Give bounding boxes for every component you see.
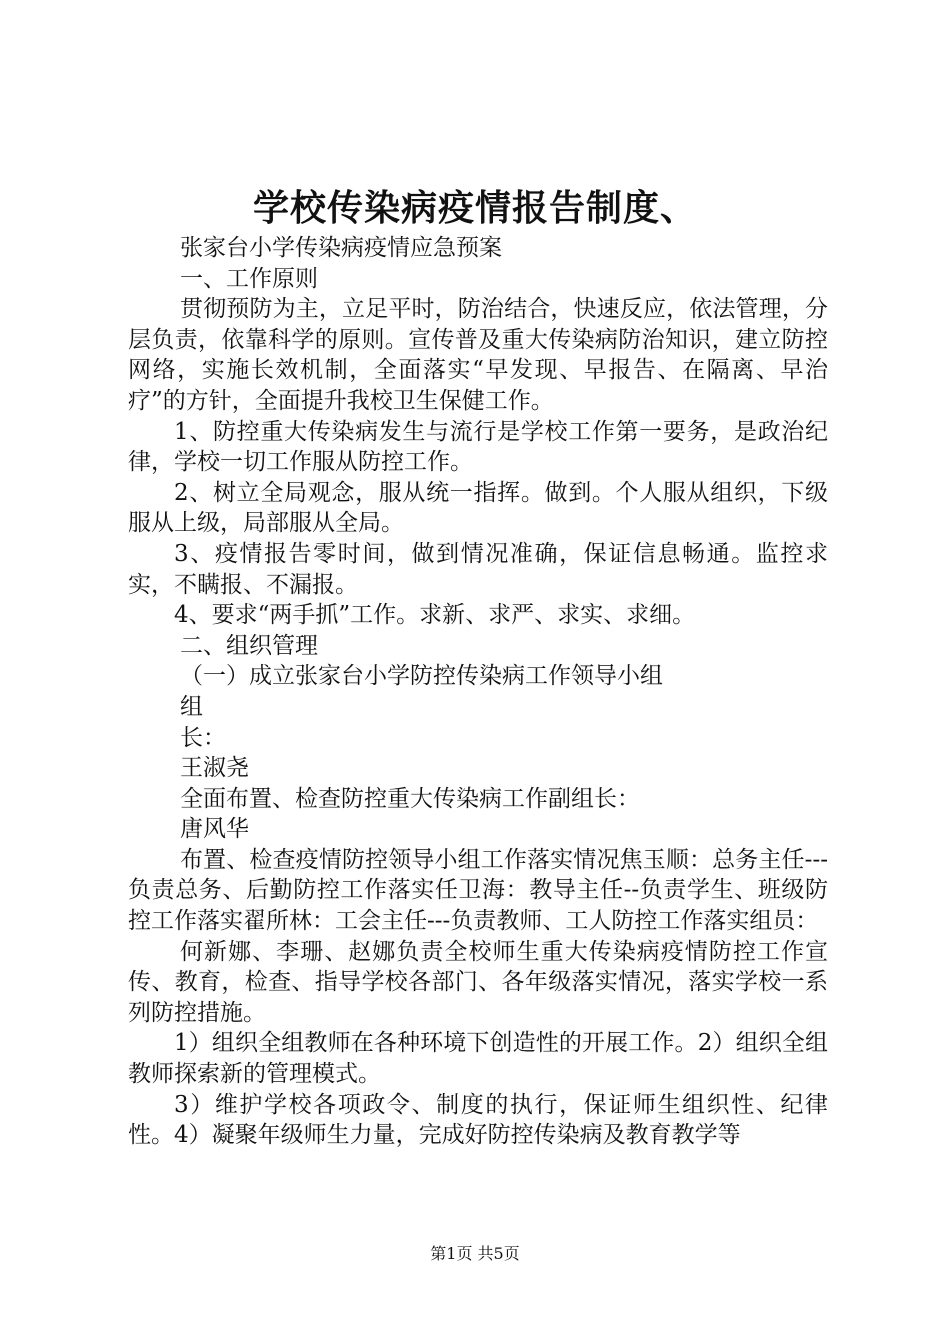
paragraph-item-3: 3、疫情报告零时间，做到情况准确，保证信息畅通。监控求实，不瞒报、不漏报。 — [128, 540, 828, 598]
paragraph-zu: 组 — [180, 693, 203, 720]
paragraph-leader-duty: 全面布置、检查防控重大传染病工作副组长： — [180, 785, 640, 812]
paragraph-tasks-1-2: 1）组织全组教师在各种环境下创造性的开展工作。2）组织全组教师探索新的管理模式。 — [128, 1030, 828, 1088]
paragraph-deputy-name: 唐风华 — [180, 816, 249, 843]
paragraph-members: 何新娜、李珊、赵娜负责全校师生重大传染病疫情防控工作宣传、教育，检查、指导学校各部门、各年级落实情况，落实学校一系列防控措施。 — [128, 938, 828, 1026]
heading-work-principles: 一、工作原则 — [180, 265, 318, 292]
paragraph-tasks-3-4: 3）维护学校各项政令、制度的执行，保证师生组织性、纪律性。4）凝聚年级师生力量，完成好防控传染病及教育教学等 — [128, 1091, 828, 1149]
paragraph-responsibilities: 布置、检查疫情防控领导小组工作落实情况焦玉顺：总务主任---负责总务、后勤防控工作落实任卫海：教导主任--负责学生、班级防控工作落实翟所林：工会主任---负责教师、工人防控工作落实组员： — [128, 846, 828, 935]
heading-organization: 二、组织管理 — [180, 632, 318, 659]
paragraph-principles: 贯彻预防为主，立足平时，防治结合，快速反应，依法管理，分层负责，依靠科学的原则。宣传普及重大传染病防治知识，建立防控网络，实施长效机制，全面落实“早发现、早报告、在隔离、早治疗”的方针，全面提升我校卫生保健工作。 — [128, 296, 828, 414]
paragraph-item-4: 4、要求“两手抓”工作。求新、求严、求实、求细。 — [174, 602, 696, 629]
paragraph-item-1: 1、防控重大传染病发生与流行是学校工作第一要务，是政治纪律，学校一切工作服从防控工作。 — [128, 418, 828, 476]
paragraph-leader-name: 王淑尧 — [180, 755, 249, 782]
paragraph-zhang: 长： — [180, 724, 226, 751]
document-title: 学校传染病疫情报告制度、 — [252, 187, 697, 229]
paragraph-leading-group: （一）成立张家台小学防控传染病工作领导小组 — [180, 663, 663, 690]
paragraph-item-2: 2、树立全局观念，服从统一指挥。做到。个人服从组织，下级服从上级，局部服从全局。 — [128, 479, 828, 537]
page-footer: 第1页 共5页 — [430, 1244, 520, 1263]
document-body — [128, 233, 828, 1151]
paragraph-plan-name: 张家台小学传染病疫情应急预案 — [180, 235, 502, 261]
